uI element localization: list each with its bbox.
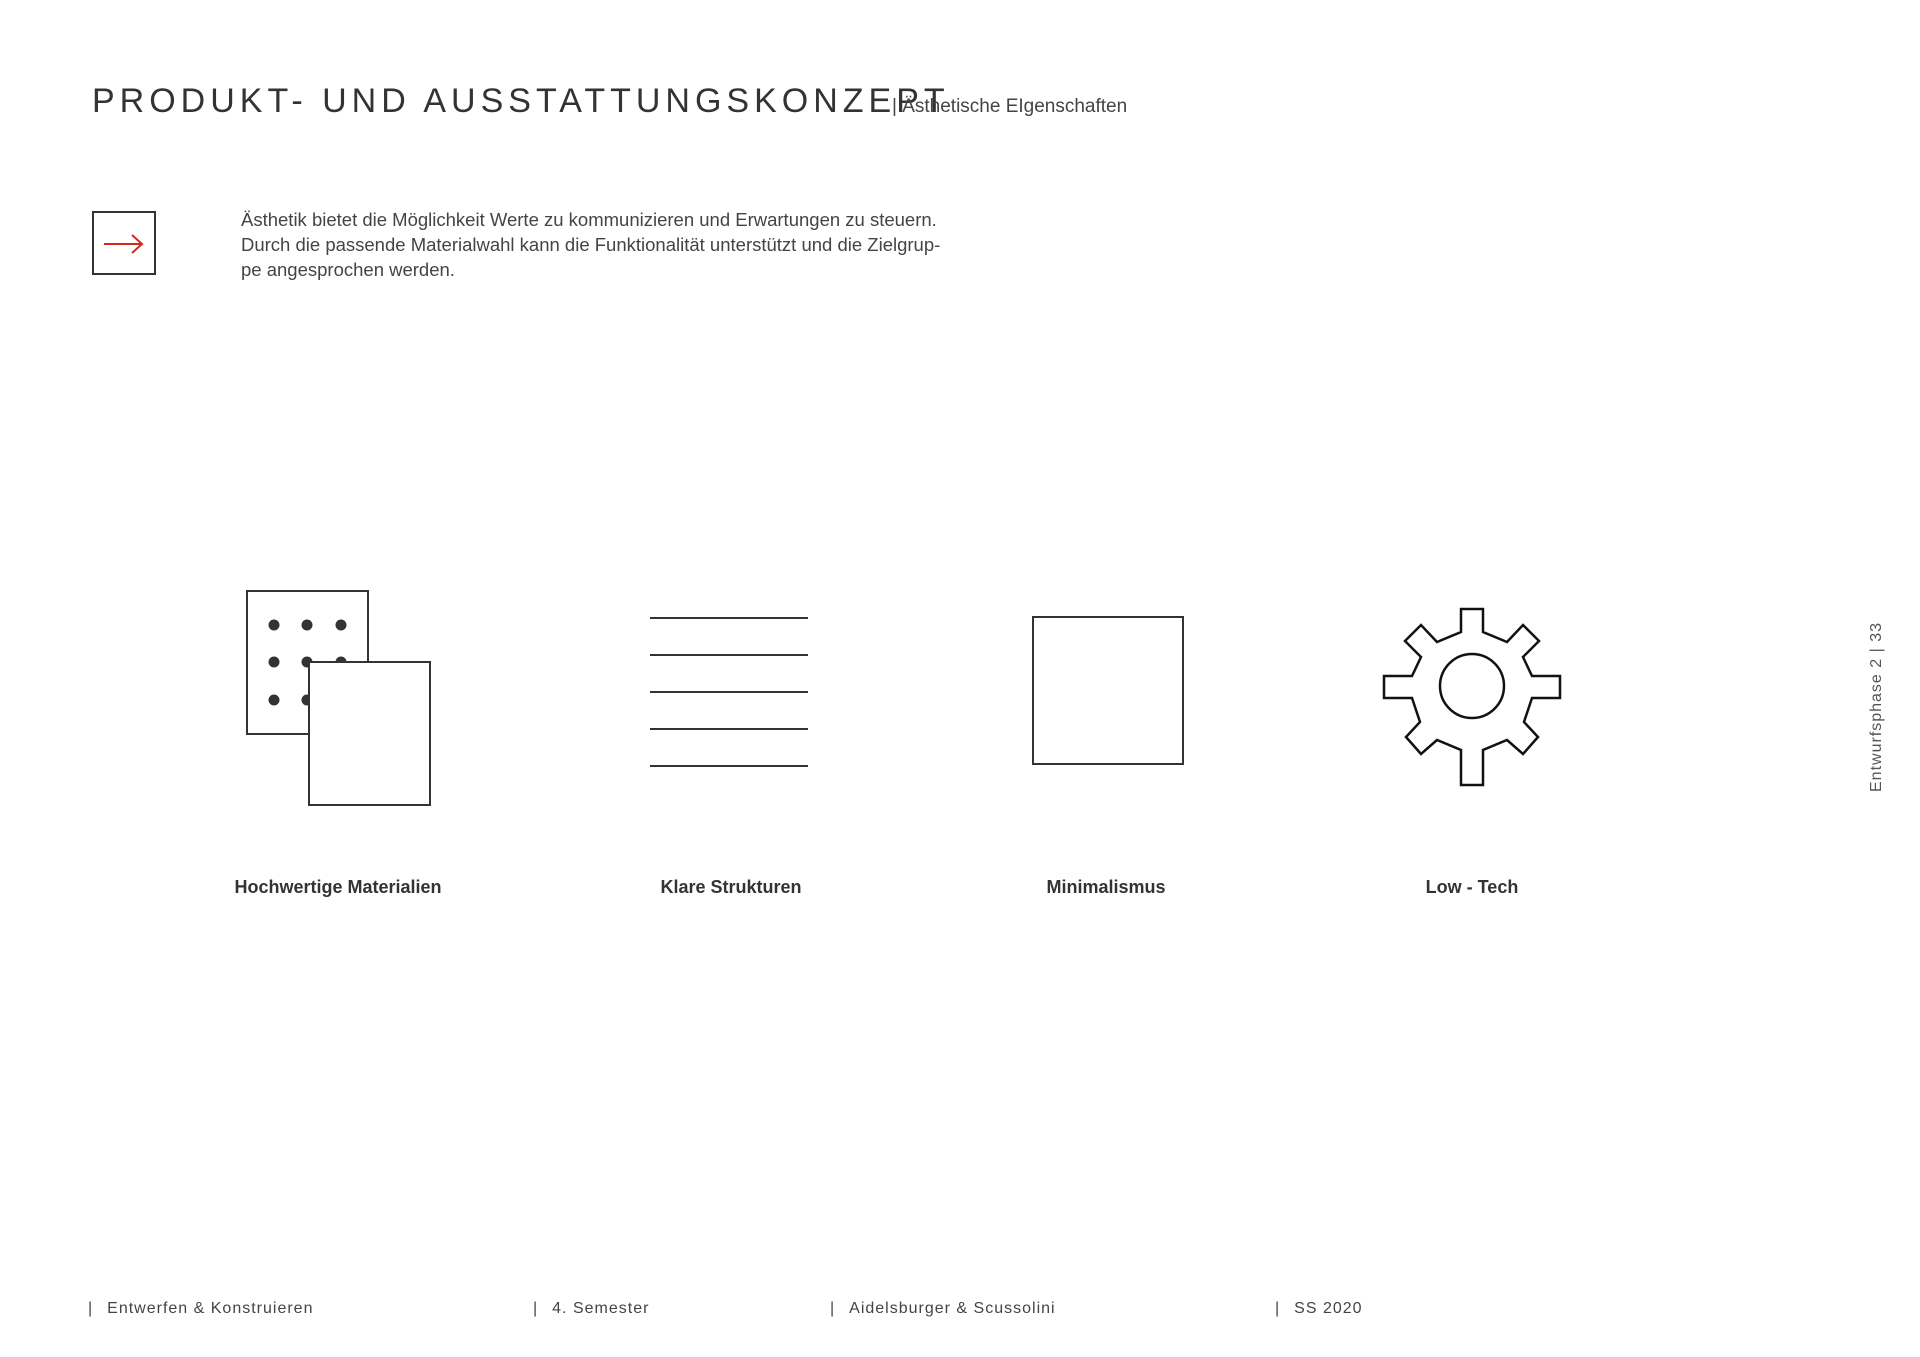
page-subtitle: | Ästhetische EIgenschaften	[892, 96, 1128, 117]
footer-authors	[830, 1300, 1056, 1318]
intro-line: Ästhetik bietet die Möglichkeit Werte zu kommunizieren und Erwartungen zu steuern.	[241, 209, 937, 230]
feature-label-structures: Klare Strukturen	[660, 877, 802, 897]
square-icon	[1032, 616, 1188, 768]
horizontal-lines-icon	[648, 612, 814, 772]
feature-label-low-tech: Low - Tech	[1425, 877, 1519, 897]
footer-semester	[533, 1300, 649, 1318]
side-page-indicator: Entwurfsphase 2 | 33	[1868, 621, 1885, 792]
intro-line: Durch die passende Materialwahl kann die Funktionalität unterstützt und die Zielgrup-	[241, 234, 941, 255]
intro-text	[241, 207, 1001, 282]
feature-label-materials: Hochwertige Materialien	[234, 877, 442, 897]
arrow-box	[92, 211, 156, 275]
footer-course	[88, 1300, 313, 1318]
feature-label-minimalism: Minimalismus	[1046, 877, 1166, 897]
footer-separator: |	[1275, 1300, 1281, 1317]
gear-icon	[1381, 606, 1563, 788]
footer-text: Entwerfen & Konstruieren	[107, 1300, 314, 1317]
footer-text: 4. Semester	[552, 1300, 650, 1317]
page-title: PRODUKT- UND AUSSTATTUNGSKONZEPT	[92, 82, 950, 120]
arrow-right-icon	[102, 233, 146, 255]
footer-separator: |	[830, 1300, 836, 1317]
footer-separator: |	[88, 1300, 94, 1317]
footer-term	[1275, 1300, 1363, 1318]
footer-text: Aidelsburger & Scussolini	[849, 1300, 1056, 1317]
footer-separator: |	[533, 1300, 539, 1317]
intro-line: pe angesprochen werden.	[241, 259, 455, 280]
footer-text: SS 2020	[1294, 1300, 1363, 1317]
material-sheets-icon	[245, 590, 435, 810]
